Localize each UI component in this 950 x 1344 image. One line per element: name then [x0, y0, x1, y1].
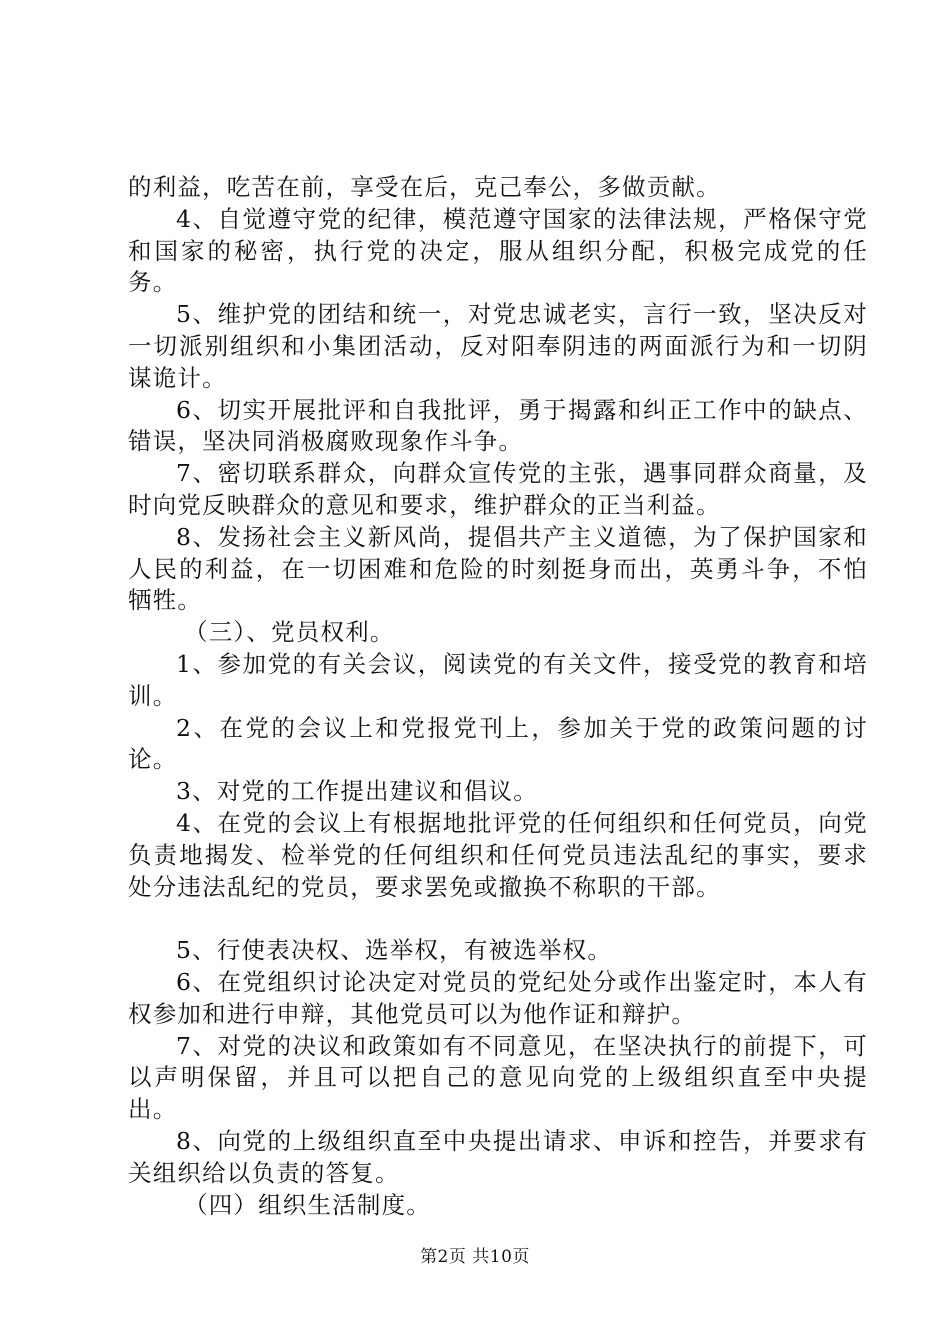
- section-heading: （四）组织生活制度。: [184, 1190, 431, 1219]
- section-heading: （三）、党员权利。: [184, 618, 395, 647]
- page-number: 第2页 共10页: [420, 1247, 530, 1267]
- paragraph: 5、行使表决权、选举权，有被选举权。: [176, 936, 613, 965]
- paragraph: 3、对党的工作提出建议和倡议。: [176, 777, 538, 806]
- document-body: [128, 172, 868, 1221]
- paragraph: 2、在党的会议上和党报党刊上，参加关于党的政策问题的讨论。: [128, 713, 868, 774]
- paragraph: 6、切实开展批评和自我批评，勇于揭露和纠正工作中的缺点、错误，坚决同消极腐败现象作斗争。: [128, 395, 868, 456]
- paragraph: 7、对党的决议和政策如有不同意见，在坚决执行的前提下，可以声明保留，并且可以把自己的意见向党的上级组织直至中央提出。: [128, 1031, 868, 1124]
- paragraph: 8、向党的上级组织直至中央提出请求、申诉和控告，并要求有关组织给以负责的答复。: [128, 1126, 868, 1187]
- page-footer: [0, 1242, 950, 1267]
- paragraph: 6、在党组织讨论决定对党员的党纪处分或作出鉴定时，本人有权参加和进行申辩，其他党员可以为他作证和辩护。: [128, 967, 868, 1028]
- paragraph: 的利益，吃苦在前，享受在后，克己奉公，多做贡献。: [128, 173, 721, 201]
- paragraph: 1、参加党的有关会议，阅读党的有关文件，接受党的教育和培训。: [128, 649, 868, 710]
- paragraph: 4、在党的会议上有根据地批评党的任何组织和任何党员，向党负责地揭发、检举党的任何组织和任何党员违法乱纪的事实，要求处分违法乱纪的党员，要求罢免或撤换不称职的干部。: [128, 808, 868, 901]
- paragraph: 8、发扬社会主义新风尚，提倡共产主义道德，为了保护国家和人民的利益，在一切困难和危险的时刻挺身而出，英勇斗争，不怕牺牲。: [128, 522, 868, 615]
- paragraph: 4、自觉遵守党的纪律，模范遵守国家的法律法规，严格保守党和国家的秘密，执行党的决定，服从组织分配，积极完成党的任务。: [128, 204, 868, 297]
- paragraph-spacer: [128, 903, 868, 935]
- paragraph: 5、维护党的团结和统一，对党忠诚老实，言行一致，坚决反对一切派别组织和小集团活动，反对阳奉阴违的两面派行为和一切阴谋诡计。: [128, 300, 868, 392]
- paragraph: 7、密切联系群众，向群众宣传党的主张，遇事同群众商量，及时向党反映群众的意见和要求，维护群众的正当利益。: [128, 459, 868, 519]
